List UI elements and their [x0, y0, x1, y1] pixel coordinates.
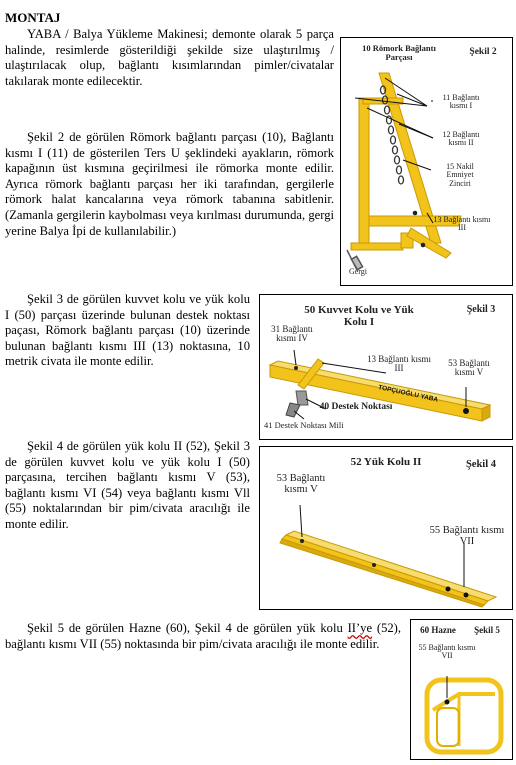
figure-3-tag: Şekil 3: [466, 304, 496, 315]
page-title: MONTAJ: [5, 10, 61, 25]
figure-3: [259, 294, 513, 440]
figure-3-heading: 50 Kuvvet Kolu ve Yük Kolu I: [304, 304, 414, 328]
figure-3-label-41: 41 Destek Noktası Mili: [264, 420, 344, 430]
figure-4-label-53: 53 Bağlantı kısmı V: [276, 473, 326, 496]
figure-5-tag: Şekil 5: [474, 625, 500, 635]
figure-3-brand: TOPÇUOĞLU YABA: [377, 384, 439, 404]
paragraph-intro: YABA / Balya Yükleme Makinesi; demonte olarak 5 parça halinde, resimlerde gösterildiği şekilde size ulaştırılmış / ulaştırılacak olup, bağlantı kısımlarından pimler/civatalar takılarak monte edilecektir.: [5, 27, 334, 88]
figure-5-label-55: 55 Bağlantı kısmı VII: [418, 643, 476, 661]
figure-4-label-55: 55 Bağlantı kısmı VII: [429, 525, 505, 548]
figure-5-drawing: [411, 620, 512, 759]
figure-3-label-31: 31 Bağlantı kısmı IV: [271, 324, 313, 344]
figure-2-label-15: 15 Nakil Emniyet Zinciri: [446, 162, 474, 188]
figure-2-label-12: 12 Bağlantı kısmı II: [442, 130, 480, 148]
figure-2: [340, 37, 513, 286]
figure-2-label-13: 13 Bağlantı kısmı III: [433, 215, 491, 233]
figure-4-heading: 52 Yük Kolu II: [350, 456, 422, 468]
paragraph-figure-4: Şekil 4 de görülen yük kolu II (52), Şekil 3 de görülen kuvvet kolu ve yük kolu I (50) parçasına, tercihen bağlantı kısmı V (53), bağlantı kısmı VI (54) veya bağlantı kısmı Vll (55) noktalarından bir pim/civata aracılığı ile monte edilir.: [5, 439, 250, 531]
figure-4-tag: Şekil 4: [465, 459, 497, 470]
figure-2-label-11: 11 Bağlantı kısmı I: [442, 93, 480, 111]
figure-3-label-13: 13 Bağlantı kısmı III: [367, 354, 431, 374]
figure-4: [259, 446, 513, 610]
figure-5: [410, 619, 513, 760]
figure-2-drawing: [341, 38, 512, 285]
paragraph-figure-3: Şekil 3 de görülen kuvvet kolu ve yük kolu I (50) parçası üzerinde bulunan destek noktası paçası, Römork bağlantı parçası (10) üzerinde bulunan bağlantı kısmı III (13) noktasına, 10 metrik civata ile monte edilir.: [5, 292, 250, 369]
figure-2-label-gergi: Gergi: [348, 267, 368, 276]
paragraph-figure-5: Şekil 5 de görülen Hazne (60), Şekil 4 de görülen yük kolu II’ye (52), bağlantı kısmı VII (55) noktasında bir pim/civata aracılığı ile monte edilir.: [5, 621, 402, 651]
figure-2-tag: Şekil 2: [469, 47, 497, 57]
figure-3-label-53: 53 Bağlantı kısmı V: [448, 358, 490, 378]
figure-2-heading: 10 Römork Bağlantı Parçası: [362, 43, 436, 62]
figure-5-heading: 60 Hazne: [420, 625, 456, 635]
paragraph-figure-2: Şekil 2 de görülen Römork bağlantı parçası (10), Bağlantı kısmı I (11) de gösterilen Ters U şeklindeki ayakların, römork kapağının üst kısmına geçirilmesi ile römorka monte edilir. Ayrıca römork bağlantı parçası her iki tarafından, gergilerle römork halat kancalarına veya römork tabanına sabitlenir. (Zamanla gergilerin kaybolması veya kırılması durumunda, gergi yerine Balya İpi de kullanılabilir.): [5, 130, 334, 238]
figure-3-label-40: 40 Destek Noktası: [319, 402, 393, 412]
misspelled-word: II’ye: [347, 621, 373, 635]
